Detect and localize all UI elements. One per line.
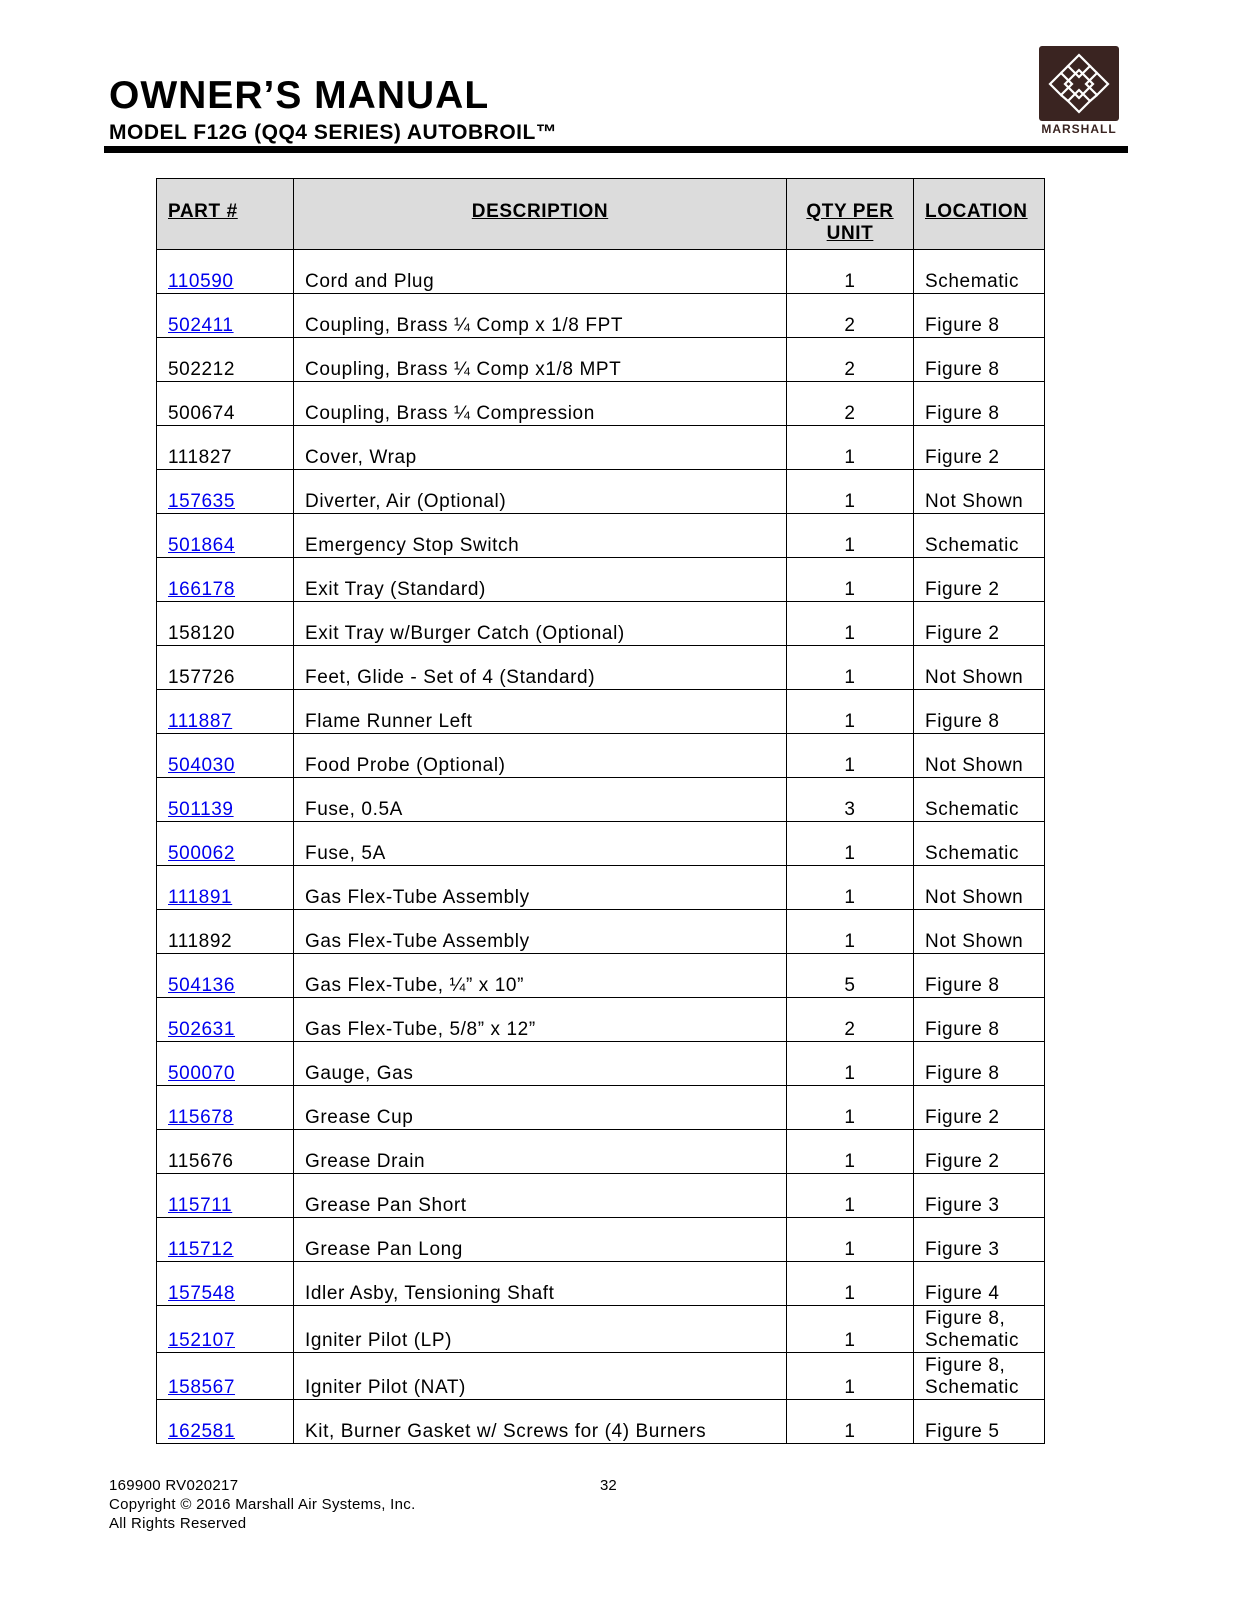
location-cell: [914, 822, 1045, 866]
description-cell: Gas Flex-Tube, 5/8” x 12”: [294, 998, 787, 1042]
location-cell: [914, 558, 1045, 602]
table-row: [157, 1306, 1045, 1353]
qty-cell: 1: [787, 1218, 914, 1262]
location-cell: [914, 1174, 1045, 1218]
description-cell: Feet, Glide - Set of 4 (Standard): [294, 646, 787, 690]
location-cell: [914, 1086, 1045, 1130]
description-cell: Igniter Pilot (LP): [294, 1306, 787, 1353]
location-cell: [914, 602, 1045, 646]
part-number-link[interactable]: 111891: [168, 887, 233, 908]
part-number-link[interactable]: 500062: [168, 843, 236, 864]
table-row: [157, 1262, 1045, 1306]
location-cell: [914, 1353, 1045, 1400]
part-number-link[interactable]: 504030: [168, 755, 236, 776]
qty-cell: 2: [787, 294, 914, 338]
location-text: Figure 3: [925, 1195, 1000, 1216]
location-cell: [914, 1042, 1045, 1086]
part-number-link[interactable]: 157548: [168, 1283, 236, 1304]
table-row: [157, 866, 1045, 910]
part-number-cell: [157, 1400, 294, 1444]
part-number-link[interactable]: 502631: [168, 1019, 236, 1040]
location-text: Figure 8: [925, 315, 1000, 336]
parts-table-body: [157, 250, 1045, 1444]
table-row: [157, 514, 1045, 558]
table-row: [157, 954, 1045, 998]
location-text: Figure 2: [925, 623, 1000, 644]
location-text: Figure 8: [925, 1019, 1000, 1040]
part-number-link[interactable]: 158567: [168, 1377, 236, 1398]
parts-table: [156, 178, 1045, 1444]
location-cell: [914, 514, 1045, 558]
table-header-row: [157, 179, 1045, 250]
description-cell: Coupling, Brass ¼ Comp x1/8 MPT: [294, 338, 787, 382]
location-text: Figure 8: [925, 711, 1000, 732]
page-footer: [109, 1476, 416, 1533]
description-cell: Coupling, Brass ¼ Compression: [294, 382, 787, 426]
part-number-link[interactable]: 504136: [168, 975, 236, 996]
location-cell: [914, 734, 1045, 778]
part-number-cell: [157, 646, 294, 690]
location-text: Schematic: [925, 799, 1020, 820]
qty-cell: 1: [787, 910, 914, 954]
table-row: [157, 558, 1045, 602]
page-number: 32: [600, 1477, 617, 1494]
header-location: LOCATION: [914, 179, 1045, 250]
part-number-cell: [157, 294, 294, 338]
part-number-cell: [157, 1042, 294, 1086]
location-text: Schematic: [925, 271, 1020, 292]
description-cell: Igniter Pilot (NAT): [294, 1353, 787, 1400]
table-row: [157, 1130, 1045, 1174]
part-number-link[interactable]: 111887: [168, 711, 233, 732]
table-row: [157, 822, 1045, 866]
part-number-cell: [157, 426, 294, 470]
part-number-cell: [157, 690, 294, 734]
table-row: [157, 338, 1045, 382]
location-cell: [914, 1262, 1045, 1306]
part-number-cell: [157, 514, 294, 558]
table-row: [157, 1353, 1045, 1400]
description-cell: Grease Cup: [294, 1086, 787, 1130]
header-qty-line1: QTY PER: [806, 201, 894, 222]
doc-number: 169900 RV020217: [109, 1477, 239, 1494]
part-number-cell: [157, 250, 294, 294]
copyright-notice: Copyright © 2016 Marshall Air Systems, Inc.: [109, 1496, 416, 1513]
table-row: [157, 294, 1045, 338]
part-number-link[interactable]: 115678: [168, 1107, 234, 1128]
header-rule: [104, 146, 1128, 153]
location-cell: [914, 338, 1045, 382]
location-text: Not Shown: [925, 667, 1024, 688]
description-cell: Emergency Stop Switch: [294, 514, 787, 558]
location-text: Figure 8: [925, 403, 1000, 424]
qty-cell: 1: [787, 822, 914, 866]
qty-cell: 1: [787, 514, 914, 558]
description-cell: Fuse, 5A: [294, 822, 787, 866]
location-cell: [914, 250, 1045, 294]
qty-cell: 2: [787, 382, 914, 426]
location-cell: [914, 690, 1045, 734]
table-row: [157, 382, 1045, 426]
qty-cell: 1: [787, 690, 914, 734]
part-number-cell: [157, 1086, 294, 1130]
location-text: Figure 2: [925, 1107, 1000, 1128]
part-number-cell: [157, 778, 294, 822]
location-text: Not Shown: [925, 491, 1024, 512]
part-number-text: 500674: [168, 403, 236, 424]
location-text: Schematic: [925, 843, 1020, 864]
part-number-link[interactable]: 115712: [168, 1239, 234, 1260]
part-number-link[interactable]: 166178: [168, 579, 236, 600]
part-number-cell: [157, 734, 294, 778]
part-number-cell: [157, 338, 294, 382]
description-cell: Grease Pan Long: [294, 1218, 787, 1262]
part-number-text: 158120: [168, 623, 236, 644]
qty-cell: 1: [787, 1306, 914, 1353]
location-cell: [914, 426, 1045, 470]
part-number-cell: [157, 1353, 294, 1400]
table-row: [157, 250, 1045, 294]
part-number-link[interactable]: 110590: [168, 271, 234, 292]
part-number-cell: [157, 470, 294, 514]
part-number-link[interactable]: 162581: [168, 1421, 236, 1442]
qty-cell: 1: [787, 1086, 914, 1130]
qty-cell: 1: [787, 1353, 914, 1400]
part-number-link[interactable]: 115711: [168, 1195, 233, 1216]
description-cell: Coupling, Brass ¼ Comp x 1/8 FPT: [294, 294, 787, 338]
header-description: DESCRIPTION: [294, 179, 787, 250]
description-cell: Cover, Wrap: [294, 426, 787, 470]
location-text: Not Shown: [925, 931, 1024, 952]
table-row: [157, 1218, 1045, 1262]
location-cell: [914, 1400, 1045, 1444]
part-number-link[interactable]: 152107: [168, 1330, 236, 1351]
qty-cell: 1: [787, 602, 914, 646]
table-row: [157, 470, 1045, 514]
description-cell: Fuse, 0.5A: [294, 778, 787, 822]
location-text-line2: Schematic: [925, 1377, 1020, 1398]
location-text: Figure 8: [925, 975, 1000, 996]
description-cell: Gas Flex-Tube Assembly: [294, 910, 787, 954]
location-cell: [914, 382, 1045, 426]
description-cell: Flame Runner Left: [294, 690, 787, 734]
marshall-logo: [1034, 42, 1124, 138]
header-part-number: PART #: [157, 179, 294, 250]
description-cell: Gauge, Gas: [294, 1042, 787, 1086]
part-number-text: 157726: [168, 667, 236, 688]
location-text: Figure 2: [925, 447, 1000, 468]
part-number-cell: [157, 822, 294, 866]
location-text: Figure 8: [925, 1063, 1000, 1084]
qty-cell: 1: [787, 1400, 914, 1444]
part-number-cell: [157, 602, 294, 646]
part-number-link[interactable]: 500070: [168, 1063, 236, 1084]
part-number-link[interactable]: 157635: [168, 491, 236, 512]
part-number-cell: [157, 1130, 294, 1174]
part-number-cell: [157, 1306, 294, 1353]
part-number-cell: [157, 998, 294, 1042]
part-number-cell: [157, 382, 294, 426]
part-number-text: 502212: [168, 359, 236, 380]
logo-wordmark: MARSHALL: [1041, 122, 1117, 136]
table-row: [157, 602, 1045, 646]
qty-cell: 1: [787, 1262, 914, 1306]
qty-cell: 2: [787, 338, 914, 382]
description-cell: Food Probe (Optional): [294, 734, 787, 778]
location-text: Figure 5: [925, 1421, 1000, 1442]
table-row: [157, 646, 1045, 690]
description-cell: Gas Flex-Tube Assembly: [294, 866, 787, 910]
description-cell: Diverter, Air (Optional): [294, 470, 787, 514]
table-row: [157, 734, 1045, 778]
location-text: Figure 8: [925, 359, 1000, 380]
part-number-link[interactable]: 501864: [168, 535, 236, 556]
rights-notice: All Rights Reserved: [109, 1515, 247, 1532]
location-cell: [914, 866, 1045, 910]
location-text: Figure 8,: [925, 1355, 1006, 1376]
qty-cell: 1: [787, 558, 914, 602]
location-text: Figure 2: [925, 579, 1000, 600]
qty-cell: 1: [787, 426, 914, 470]
qty-cell: 1: [787, 734, 914, 778]
header-qty-line2: UNIT: [826, 223, 874, 244]
location-text: Figure 2: [925, 1151, 1000, 1172]
qty-cell: 1: [787, 250, 914, 294]
location-cell: [914, 646, 1045, 690]
part-number-text: 111827: [168, 447, 233, 468]
table-row: [157, 1400, 1045, 1444]
part-number-cell: [157, 1174, 294, 1218]
description-cell: Idler Asby, Tensioning Shaft: [294, 1262, 787, 1306]
header-qty-per-unit: [787, 179, 914, 250]
logo-emblem-icon: [1039, 46, 1119, 121]
table-row: [157, 1174, 1045, 1218]
description-cell: Cord and Plug: [294, 250, 787, 294]
location-cell: [914, 998, 1045, 1042]
location-text: Schematic: [925, 535, 1020, 556]
location-text: Figure 3: [925, 1239, 1000, 1260]
part-number-link[interactable]: 501139: [168, 799, 234, 820]
description-cell: Exit Tray (Standard): [294, 558, 787, 602]
table-row: [157, 690, 1045, 734]
location-cell: [914, 1130, 1045, 1174]
description-cell: Kit, Burner Gasket w/ Screws for (4) Burners: [294, 1400, 787, 1444]
location-cell: [914, 294, 1045, 338]
manual-title: OWNER’S MANUAL: [109, 74, 490, 117]
table-row: [157, 998, 1045, 1042]
table-row: [157, 1042, 1045, 1086]
part-number-cell: [157, 1218, 294, 1262]
table-row: [157, 426, 1045, 470]
qty-cell: 1: [787, 1042, 914, 1086]
qty-cell: 2: [787, 998, 914, 1042]
qty-cell: 1: [787, 1130, 914, 1174]
location-text: Not Shown: [925, 887, 1024, 908]
part-number-cell: [157, 910, 294, 954]
part-number-text: 115676: [168, 1151, 234, 1172]
location-cell: [914, 778, 1045, 822]
part-number-text: 111892: [168, 931, 233, 952]
qty-cell: 5: [787, 954, 914, 998]
part-number-cell: [157, 954, 294, 998]
model-subtitle: MODEL F12G (QQ4 SERIES) AUTOBROIL™: [109, 121, 558, 144]
location-cell: [914, 1218, 1045, 1262]
location-cell: [914, 954, 1045, 998]
table-row: [157, 778, 1045, 822]
part-number-link[interactable]: 502411: [168, 315, 234, 336]
location-text: Figure 8,: [925, 1308, 1006, 1329]
location-cell: [914, 1306, 1045, 1353]
location-text-line2: Schematic: [925, 1330, 1020, 1351]
description-cell: Exit Tray w/Burger Catch (Optional): [294, 602, 787, 646]
qty-cell: 1: [787, 1174, 914, 1218]
qty-cell: 1: [787, 866, 914, 910]
table-row: [157, 910, 1045, 954]
qty-cell: 1: [787, 470, 914, 514]
location-text: Figure 4: [925, 1283, 1000, 1304]
part-number-cell: [157, 1262, 294, 1306]
location-cell: [914, 910, 1045, 954]
description-cell: Grease Drain: [294, 1130, 787, 1174]
part-number-cell: [157, 866, 294, 910]
location-text: Not Shown: [925, 755, 1024, 776]
part-number-cell: [157, 558, 294, 602]
table-row: [157, 1086, 1045, 1130]
location-cell: [914, 470, 1045, 514]
qty-cell: 1: [787, 646, 914, 690]
qty-cell: 3: [787, 778, 914, 822]
description-cell: Grease Pan Short: [294, 1174, 787, 1218]
description-cell: Gas Flex-Tube, ¼” x 10”: [294, 954, 787, 998]
